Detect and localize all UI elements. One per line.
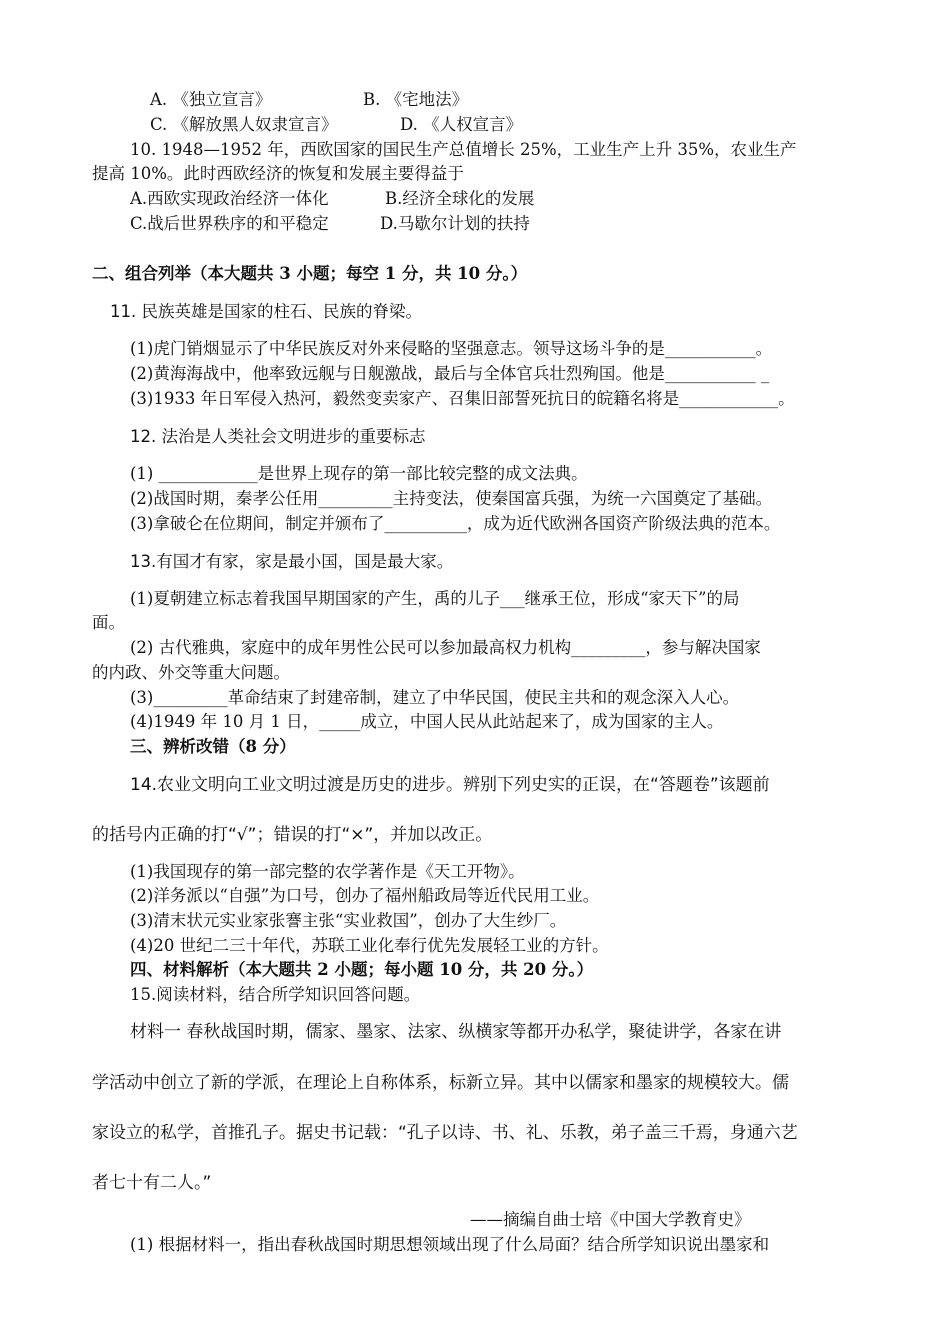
q12-item3: (3)拿破仑在位期间，制定并颁布了__________，成为近代欧洲各国资产阶级法典的范本。 xyxy=(130,514,781,533)
material-one-line2: 学活动中创立了新的学派，在理论上自称体系，标新立异。其中以儒家和墨家的规模较大。儒 xyxy=(92,1073,789,1093)
q15-intro: 15.阅读材料，结合所学知识回答问题。 xyxy=(130,985,421,1004)
q13-item3: (3)_________革命结束了封建帝制，建立了中华民国，使民主共和的观念深入人心。 xyxy=(130,688,740,707)
q15-question1: (1) 根据材料一，指出春秋战国时期思想领域出现了什么局面？结合所学知识说出墨家和 xyxy=(130,1235,770,1254)
q12-item1: (1) ____________是世界上现存的第一部比较完整的成文法典。 xyxy=(130,464,588,483)
q9-option-c: C. 《解放黑人奴隶宣言》 xyxy=(150,115,338,134)
q14-item1: (1)我国现存的第一部完整的农学著作是《天工开物》。 xyxy=(130,862,525,881)
section4-heading: 四、材料解析（本大题共 2 小题；每小题 10 分，共 20 分。） xyxy=(130,960,594,979)
q13-item1-line1: (1)夏朝建立标志着我国早期国家的产生，禹的儿子___继承王位，形成“家天下”的局 xyxy=(130,589,740,608)
material-one-line4: 者七十有二人。” xyxy=(92,1173,212,1193)
q14-item3: (3)清末状元实业家张謇主张“实业救国”，创办了大生纱厂。 xyxy=(130,911,567,930)
q13-item4: (4)1949 年 10 月 1 日，_____成立，中国人民从此站起来了，成为国家的主人。 xyxy=(130,712,724,731)
q9-option-b: B. 《宅地法》 xyxy=(363,90,469,109)
q13-title: 13.有国才有家，家是最小国，国是最大家。 xyxy=(130,552,454,571)
q9-option-d: D. 《人权宣言》 xyxy=(400,115,523,134)
q14-stem-line2: 的括号内正确的打“√”；错误的打“×”，并加以改正。 xyxy=(92,825,493,845)
q12-item2: (2)战国时期，秦孝公任用_________主持变法，使秦国富兵强，为统一六国奠定了基础。 xyxy=(130,489,773,508)
q10-stem-line1: 10. 1948—1952 年，西欧国家的国民生产总值增长 25%，工业生产上升 35%，农业生产 xyxy=(130,140,797,159)
q11-item3: (3)1933 年日军侵入热河，毅然变卖家产、召集旧部誓死抗日的皖籍名将是____________。 xyxy=(130,389,795,408)
q11-item2: (2)黄海海战中，他率致远舰与日舰激战，最后与全体官兵壮烈殉国。他是___________ _ xyxy=(130,364,770,383)
q10-option-c: C.战后世界秩序的和平稳定 xyxy=(130,214,329,233)
material-one-line1: 材料一 春秋战国时期，儒家、墨家、法家、纵横家等都开办私学，聚徒讲学，各家在讲 xyxy=(130,1022,782,1042)
q12-title: 12. 法治是人类社会文明进步的重要标志 xyxy=(130,427,426,446)
q11-item1: (1)虎门销烟显示了中华民族反对外来侵略的坚强意志。领导这场斗争的是___________。 xyxy=(130,339,773,358)
material-one-line3: 家设立的私学，首推孔子。据史书记载：“孔子以诗、书、礼、乐教，弟子盖三千焉，身通六艺 xyxy=(92,1123,798,1143)
q14-item2: (2)洋务派以“自强”为口号，创办了福州船政局等近代民用工业。 xyxy=(130,886,600,905)
q10-option-b: B.经济全球化的发展 xyxy=(385,189,535,208)
q13-item2-line2: 的内政、外交等重大问题。 xyxy=(92,663,290,682)
material-source: ——摘编自曲士培《中国大学教育史》 xyxy=(470,1210,751,1229)
q9-option-a: A. 《独立宣言》 xyxy=(150,90,272,109)
q10-option-a: A.西欧实现政治经济一体化 xyxy=(130,189,329,208)
q14-item4: (4)20 世纪二三十年代，苏联工业化奉行优先发展轻工业的方针。 xyxy=(130,936,609,955)
q13-item1-line2: 面。 xyxy=(92,613,125,632)
q13-item2-line1: (2) 古代雅典，家庭中的成年男性公民可以参加最高权力机构_________，参与解决国家 xyxy=(130,638,761,657)
q14-stem-line1: 14.农业文明向工业文明过渡是历史的进步。辨别下列史实的正误，在“答题卷”该题前 xyxy=(130,775,770,795)
q10-option-d: D.马歇尔计划的扶持 xyxy=(380,214,530,233)
q10-stem-line2: 提高 10%。此时西欧经济的恢复和发展主要得益于 xyxy=(92,164,464,183)
q11-title: 11. 民族英雄是国家的柱石、民族的脊梁。 xyxy=(110,302,422,321)
section3-heading: 三、辨析改错（8 分） xyxy=(130,737,296,756)
section2-heading: 二、组合列举（本大题共 3 小题；每空 1 分，共 10 分。） xyxy=(92,264,528,283)
